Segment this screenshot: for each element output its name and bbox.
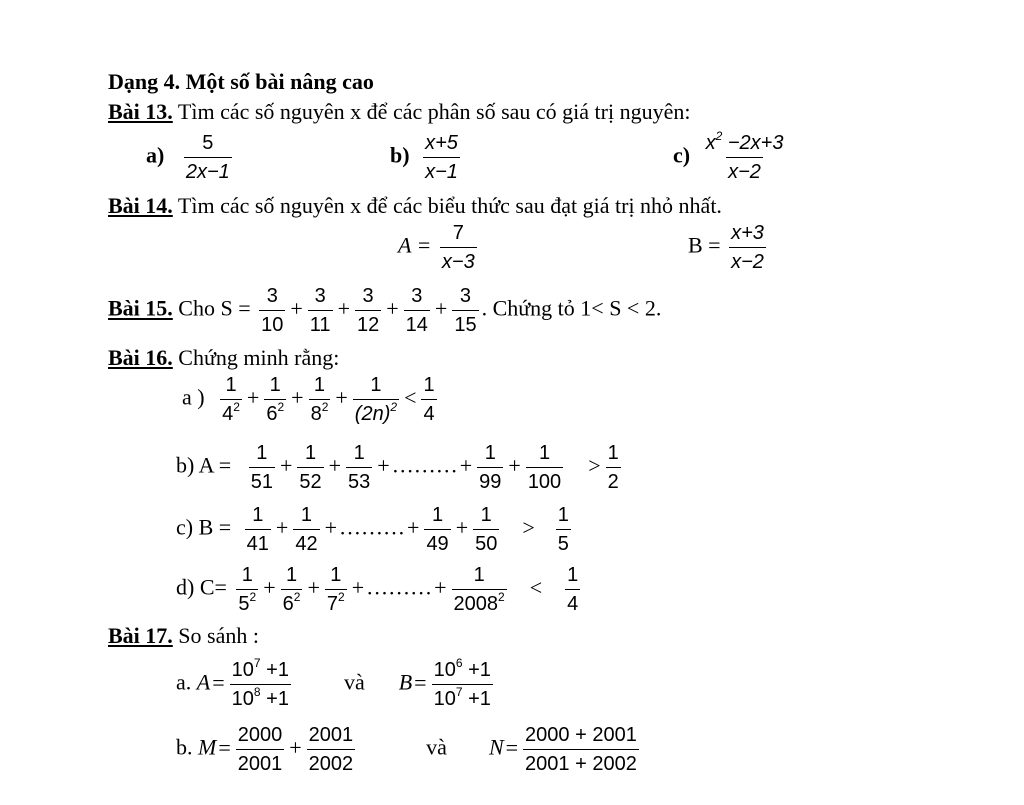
lhs: M <box>198 734 217 760</box>
den-base: 6 <box>266 403 278 425</box>
fraction: $\frac{1}{49}$ <box>426 504 449 555</box>
fraction-13c <box>704 131 786 184</box>
numerator: 1 <box>557 504 569 526</box>
den-exponent: 7 <box>455 685 463 699</box>
exercise-17b: b. M= $\frac{2000}{2001}$ + $\frac{2001}{2002}$ và N= $\frac{2000 + 2001}{2001 + 2002}$ <box>176 724 637 775</box>
exercise-16-label: Bài 16. <box>108 345 173 370</box>
relation: < <box>529 574 543 600</box>
numerator: 1 <box>370 374 382 396</box>
denominator: 2 <box>606 467 621 494</box>
fraction <box>264 373 286 426</box>
denominator: x−3 <box>440 247 477 274</box>
exercise-16d: d) C= $\frac{1}{5^2}$ + $\frac{1}{6^2}$ + $\frac{1}{7^2}$ +………+ $\frac{1}{2008^2}$ < $\frac{1}{4}$ <box>176 564 579 615</box>
num-exponent: 7 <box>253 656 261 670</box>
fraction: $\frac{1}{42}$ <box>295 504 318 555</box>
num-tail: −2x+3 <box>722 132 784 154</box>
fraction-13a <box>184 131 232 184</box>
denominator: 51 <box>249 467 275 494</box>
fraction: $\frac{1}{51}$ <box>250 442 273 493</box>
denominator <box>432 684 493 711</box>
lhs: B = <box>688 232 721 258</box>
exercise-15-pre: Cho S = <box>172 295 251 321</box>
fraction: $\frac{1}{100}$ <box>527 442 562 493</box>
den-exponent: 2 <box>390 400 398 414</box>
numerator: 7 <box>452 222 464 244</box>
denominator: x−1 <box>423 157 460 184</box>
conjunction: và <box>343 669 365 695</box>
fraction <box>421 373 436 426</box>
denominator: 50 <box>473 529 499 556</box>
denominator: 99 <box>477 467 503 494</box>
fraction-A <box>230 658 291 711</box>
denominator: 100 <box>526 467 563 494</box>
den-exponent: 2 <box>498 590 505 604</box>
num-base: x <box>705 132 716 154</box>
exercise-14-text: Tìm các số nguyên x để các biểu thức sau đạt giá trị nhỏ nhất. <box>172 193 722 218</box>
fraction-B <box>432 658 493 711</box>
fraction: $\frac{1}{6^2}$ <box>282 564 301 615</box>
expression-B <box>688 221 769 274</box>
denominator: 53 <box>346 467 372 494</box>
den-exponent: 2 <box>338 590 345 604</box>
exercise-17-heading <box>108 623 259 649</box>
fraction-A <box>440 221 477 274</box>
exercise-13c <box>673 131 788 184</box>
den-exponent: 2 <box>321 400 329 414</box>
rhs: B <box>398 669 413 695</box>
exercise-14-label: Bài 14. <box>108 193 173 218</box>
denominator <box>309 399 331 426</box>
exercise-13-text: Tìm các số nguyên x để các phân số sau có giá trị nguyên: <box>172 99 691 124</box>
denominator: 5 <box>556 529 571 556</box>
denominator: 2001 + 2002 <box>523 749 639 776</box>
lhs: A = <box>398 232 432 258</box>
fraction <box>236 723 285 776</box>
relation: > <box>522 514 535 540</box>
fraction: $\frac{1}{5^2}$ <box>238 564 257 615</box>
numerator: 3 <box>411 285 423 307</box>
den-exponent: 2 <box>249 590 257 604</box>
numerator: 3 <box>362 285 374 307</box>
den-exponent: 2 <box>293 590 301 604</box>
denominator <box>452 589 507 616</box>
numerator: 3 <box>266 285 278 307</box>
exercise-17-text: So sánh : <box>172 623 259 648</box>
den-base: 5 <box>238 593 250 615</box>
numerator: 5 <box>202 132 214 154</box>
exercise-17a: a. A= $\frac{10^7 +1}{10^8 +1}$ và B= $\frac{10^6 +1}{10^7 +1}$ <box>176 656 491 710</box>
fraction-13b <box>423 131 460 184</box>
den-base: 7 <box>326 593 339 615</box>
exercise-15-post: . Chứng tỏ 1< S < 2. <box>481 295 662 321</box>
lhs: A <box>196 669 211 695</box>
numerator: 1 <box>225 374 237 396</box>
den-base: 4 <box>222 403 234 425</box>
num-tail: +1 <box>462 659 491 681</box>
fraction-B <box>729 221 766 274</box>
den-tail: +1 <box>462 688 491 710</box>
denominator <box>281 589 303 616</box>
num-base: 10 <box>433 659 456 681</box>
exercise-16-text: Chứng minh rằng: <box>172 345 340 370</box>
fraction <box>220 373 242 426</box>
fraction-N <box>523 723 639 776</box>
denominator <box>236 589 258 616</box>
denominator <box>325 589 347 616</box>
exercise-13-heading <box>108 99 690 125</box>
denominator <box>264 399 286 426</box>
den-tail: +1 <box>260 688 289 710</box>
den-base: 8 <box>310 403 322 425</box>
num-exponent: 2 <box>715 129 723 143</box>
item-tag: d) C= <box>176 574 227 600</box>
exercise-15: Bài 15. Cho S = $\frac{3}{10}$ + $\frac{3}{11}$ + $\frac{3}{12}$ + $\frac{3}{14}$ + $\frac{3}{15}$ . Chứng tỏ 1< S < 2. <box>108 285 662 336</box>
item-tag: a) <box>146 142 165 168</box>
denominator <box>230 684 291 711</box>
den-exponent: 8 <box>253 685 261 699</box>
num-base: 10 <box>231 659 254 681</box>
denominator: 41 <box>245 529 271 556</box>
exercise-13a <box>146 131 235 184</box>
denominator: x−2 <box>726 157 763 184</box>
denominator: 12 <box>355 310 381 337</box>
exercise-16a: a ) $\frac{1}{4^2}$ + $\frac{1}{6^2}$ + $\frac{1}{8^2}$ + $\frac{1}{(2n)^2}$ < $\frac{1}{4}$ <box>182 374 435 425</box>
rhs: N <box>488 734 504 760</box>
fraction <box>353 373 399 426</box>
exercise-16b: b) A = $\frac{1}{51}$ + $\frac{1}{52}$ + $\frac{1}{53}$ +………+ $\frac{1}{99}$ + $\frac{1}{100}$ > $\frac{1}{2}$ <box>176 442 619 493</box>
den-exponent: 2 <box>277 400 285 414</box>
numerator: 1 <box>423 374 435 396</box>
numerator <box>432 658 493 684</box>
exercise-14-heading <box>108 193 722 219</box>
relation: > <box>588 452 601 478</box>
exercise-13b <box>390 131 463 184</box>
numerator: 3 <box>314 285 326 307</box>
fraction: $\frac{1}{52}$ <box>299 442 322 493</box>
denominator: 4 <box>565 589 580 616</box>
denominator: 11 <box>308 310 333 337</box>
numerator <box>230 658 291 684</box>
denominator: 49 <box>424 529 450 556</box>
expression-A <box>398 221 480 274</box>
denominator: 52 <box>297 467 323 494</box>
den-base: 6 <box>282 593 294 615</box>
denominator: 15 <box>452 310 478 337</box>
fraction <box>452 284 478 337</box>
item-tag: a ) <box>182 384 205 410</box>
num-tail: +1 <box>260 659 289 681</box>
conjunction: và <box>426 734 447 760</box>
numerator <box>704 131 786 157</box>
item-tag: b. <box>176 734 193 760</box>
denominator: 14 <box>404 310 430 337</box>
denominator: 42 <box>293 529 319 556</box>
exercise-17-label: Bài 17. <box>108 623 173 648</box>
exercise-13-label: Bài 13. <box>108 99 173 124</box>
fraction <box>404 284 430 337</box>
section-title: Dạng 4. Một số bài nâng cao <box>108 69 374 94</box>
fraction: $\frac{1}{99}$ <box>479 442 502 493</box>
numerator: 3 <box>459 285 472 307</box>
den-base: 10 <box>433 688 456 710</box>
fraction <box>259 284 285 337</box>
fraction <box>565 563 580 616</box>
den-base: 2008 <box>453 593 499 615</box>
fraction: $\frac{1}{50}$ <box>475 504 498 555</box>
denominator: 2x−1 <box>184 157 232 184</box>
item-tag: c) B = <box>176 514 232 540</box>
den-exponent: 2 <box>233 400 240 414</box>
denominator: 10 <box>259 310 285 337</box>
numerator: 2000 + 2001 <box>525 724 637 746</box>
fraction <box>308 284 333 337</box>
fraction <box>307 723 356 776</box>
denominator: 2002 <box>307 749 356 776</box>
den-base: 10 <box>231 688 254 710</box>
exercise-15-label: Bài 15. <box>108 295 173 321</box>
numerator: x+5 <box>425 132 458 154</box>
item-tag: b) A = <box>176 452 232 478</box>
numerator: 1 <box>269 374 281 396</box>
fraction <box>556 503 571 556</box>
ellipsis: ……… <box>391 452 458 478</box>
fraction <box>355 284 381 337</box>
denominator: 4 <box>421 399 436 426</box>
item-tag: b) <box>390 142 410 168</box>
denominator <box>220 399 242 426</box>
den-base: (2n) <box>354 403 391 425</box>
fraction: $\frac{1}{41}$ <box>246 504 269 555</box>
denominator: 2001 <box>236 749 285 776</box>
fraction: $\frac{1}{2008^2}$ <box>453 564 505 615</box>
num-exponent: 6 <box>455 656 463 670</box>
exercise-16-heading <box>108 345 339 371</box>
exercise-16c: c) B = $\frac{1}{41}$ + $\frac{1}{42}$ +………+ $\frac{1}{49}$ + $\frac{1}{50}$ > $\frac{1}{5}$ <box>176 504 569 555</box>
numerator: x+3 <box>731 222 764 244</box>
item-tag: c) <box>673 142 691 168</box>
numerator: 1 <box>607 442 619 464</box>
numerator: 1 <box>313 374 326 396</box>
numerator: 1 <box>567 564 579 586</box>
fraction: $\frac{1}{53}$ <box>348 442 371 493</box>
ellipsis: ……… <box>366 574 433 600</box>
numerator: 2000 <box>237 724 283 746</box>
item-tag: a. <box>176 669 192 695</box>
denominator <box>353 399 399 426</box>
numerator: 2001 <box>308 724 354 746</box>
fraction <box>309 373 331 426</box>
ellipsis: ……… <box>339 514 406 540</box>
denominator: x−2 <box>729 247 766 274</box>
fraction: $\frac{1}{7^2}$ <box>326 564 345 615</box>
fraction <box>606 441 621 494</box>
